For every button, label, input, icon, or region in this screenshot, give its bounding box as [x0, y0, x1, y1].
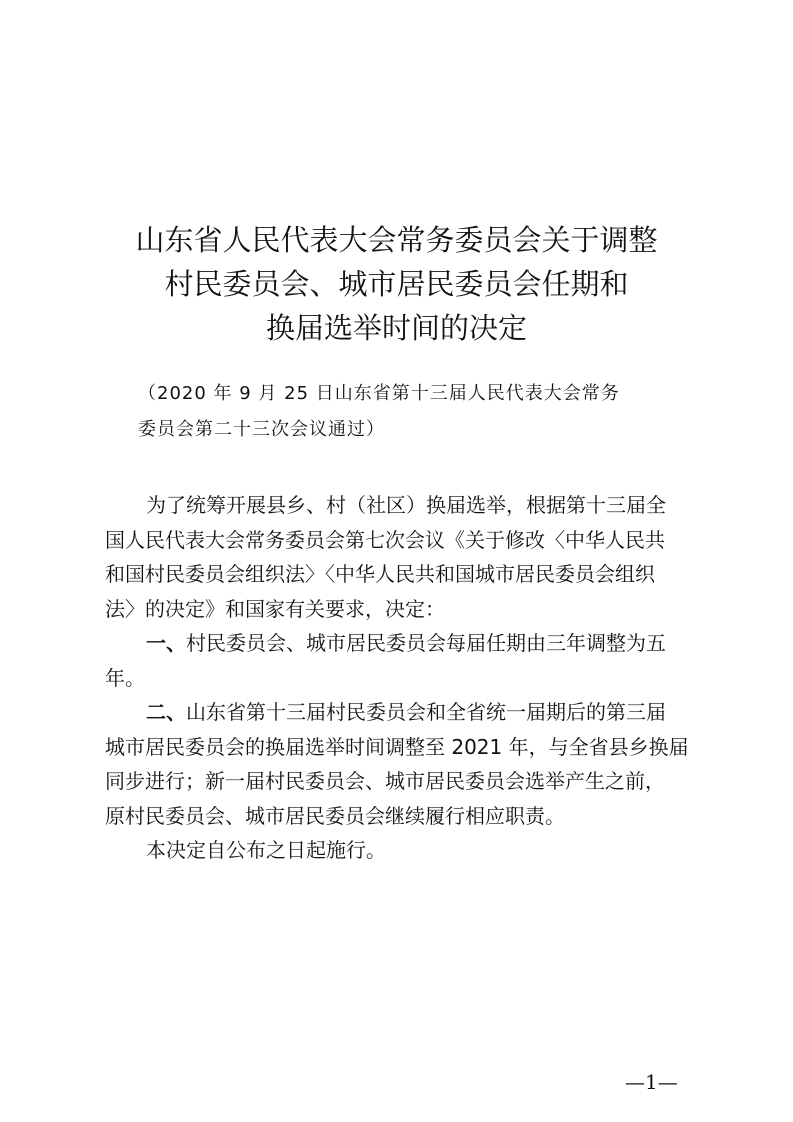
preamble-line-1: 为了统筹开展县乡、村（社区）换届选举，根据第十三届全: [146, 493, 666, 517]
adoption-note: [138, 376, 698, 448]
item-2-line-4: 原村民委员会、城市居民委员会继续履行相应职责。: [105, 803, 565, 828]
item-2-number: 二、: [146, 700, 186, 724]
adoption-note-line-1: （2020 年 9 月 25 日山东省第十三届人民代表大会常务: [138, 383, 620, 404]
title-line-1: 山东省人民代表大会常务委员会关于调整: [135, 223, 658, 257]
preamble-line-4: 法〉的决定》和国家有关要求，决定：: [105, 596, 445, 621]
title-line-3: 换届选举时间的决定: [265, 311, 527, 345]
item-1-text-1: 村民委员会、城市居民委员会每届任期由三年调整为五: [186, 631, 666, 655]
adoption-note-line-2: 委员会第二十三次会议通过）: [138, 419, 385, 440]
item-1-line-1: [105, 626, 705, 661]
item-1-line-2: 年。: [105, 665, 145, 690]
item-2-text-1: 山东省第十三届村民委员会和全省统一届期后的第三届: [186, 700, 666, 724]
title-line-2: 村民委员会、城市居民委员会任期和: [164, 267, 629, 301]
document-body: [105, 488, 705, 868]
page-number: —1—: [625, 1070, 678, 1094]
item-2-line-2: 城市居民委员会的换届选举时间调整至 2021 年，与全省县乡换届: [105, 734, 689, 759]
preamble-line-2: 国人民代表大会常务委员会第七次会议《关于修改〈中华人民共: [105, 527, 665, 552]
document-title: [0, 218, 793, 350]
preamble-line-3: 和国村民委员会组织法〉〈中华人民共和国城市居民委员会组织: [105, 562, 655, 586]
item-2-line-1: [105, 695, 705, 730]
item-1-number: 一、: [146, 631, 186, 655]
closing-line: 本决定自公布之日起施行。: [146, 838, 386, 862]
item-2-line-3: 同步进行；新一届村民委员会、城市居民委员会选举产生之前，: [105, 769, 665, 793]
